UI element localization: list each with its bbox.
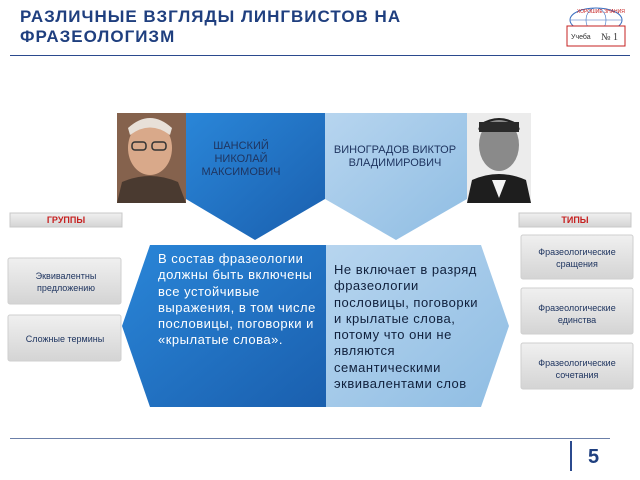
type-item-1: Фразеологические сращения (538, 247, 616, 269)
logo-top-text: ХОРОШИЕ ЗНАНИЯ (577, 9, 625, 15)
group-item-2: Сложные термины (25, 334, 105, 344)
type-item-2: Фразеологические единства (538, 303, 616, 325)
types-header: ТИПЫ (561, 215, 589, 225)
vinogradov-view-text: Не включает в разряд фразеологии пословицы, поговорки и крылатые слова, потому что они не являются семантическими эквивалентами слов (334, 262, 479, 392)
footer-divider (10, 438, 610, 439)
shansky-name: ШАНСКИЙ НИКОЛАЙ МАКСИМОВИЧ (201, 140, 281, 178)
vinogradov-portrait (467, 113, 531, 203)
group-item-1: Эквивалентны предложению (35, 271, 97, 293)
vinogradov-header-shape (325, 113, 467, 240)
shansky-view-text: В состав фразеологии должны быть включены все устойчивые выражения, в том числе пословицы, поговорки и «крылатые слова». (158, 251, 316, 348)
page-number: 5 (588, 446, 600, 468)
groups-header: ГРУППЫ (46, 215, 86, 225)
vinogradov-name: ВИНОГРАДОВ ВИКТОР ВЛАДИМИРОВИЧ (333, 144, 457, 169)
page-number-bar (570, 441, 572, 471)
page-title: РАЗЛИЧНЫЕ ВЗГЛЯДЫ ЛИНГВИСТОВ НА ФРАЗЕОЛОГИЗМ (20, 7, 402, 46)
type-item-3: Фразеологические сочетания (538, 358, 616, 380)
logo-number: № 1 (601, 32, 619, 43)
logo-left-text: Учеба (571, 34, 591, 41)
shansky-portrait (117, 113, 186, 203)
